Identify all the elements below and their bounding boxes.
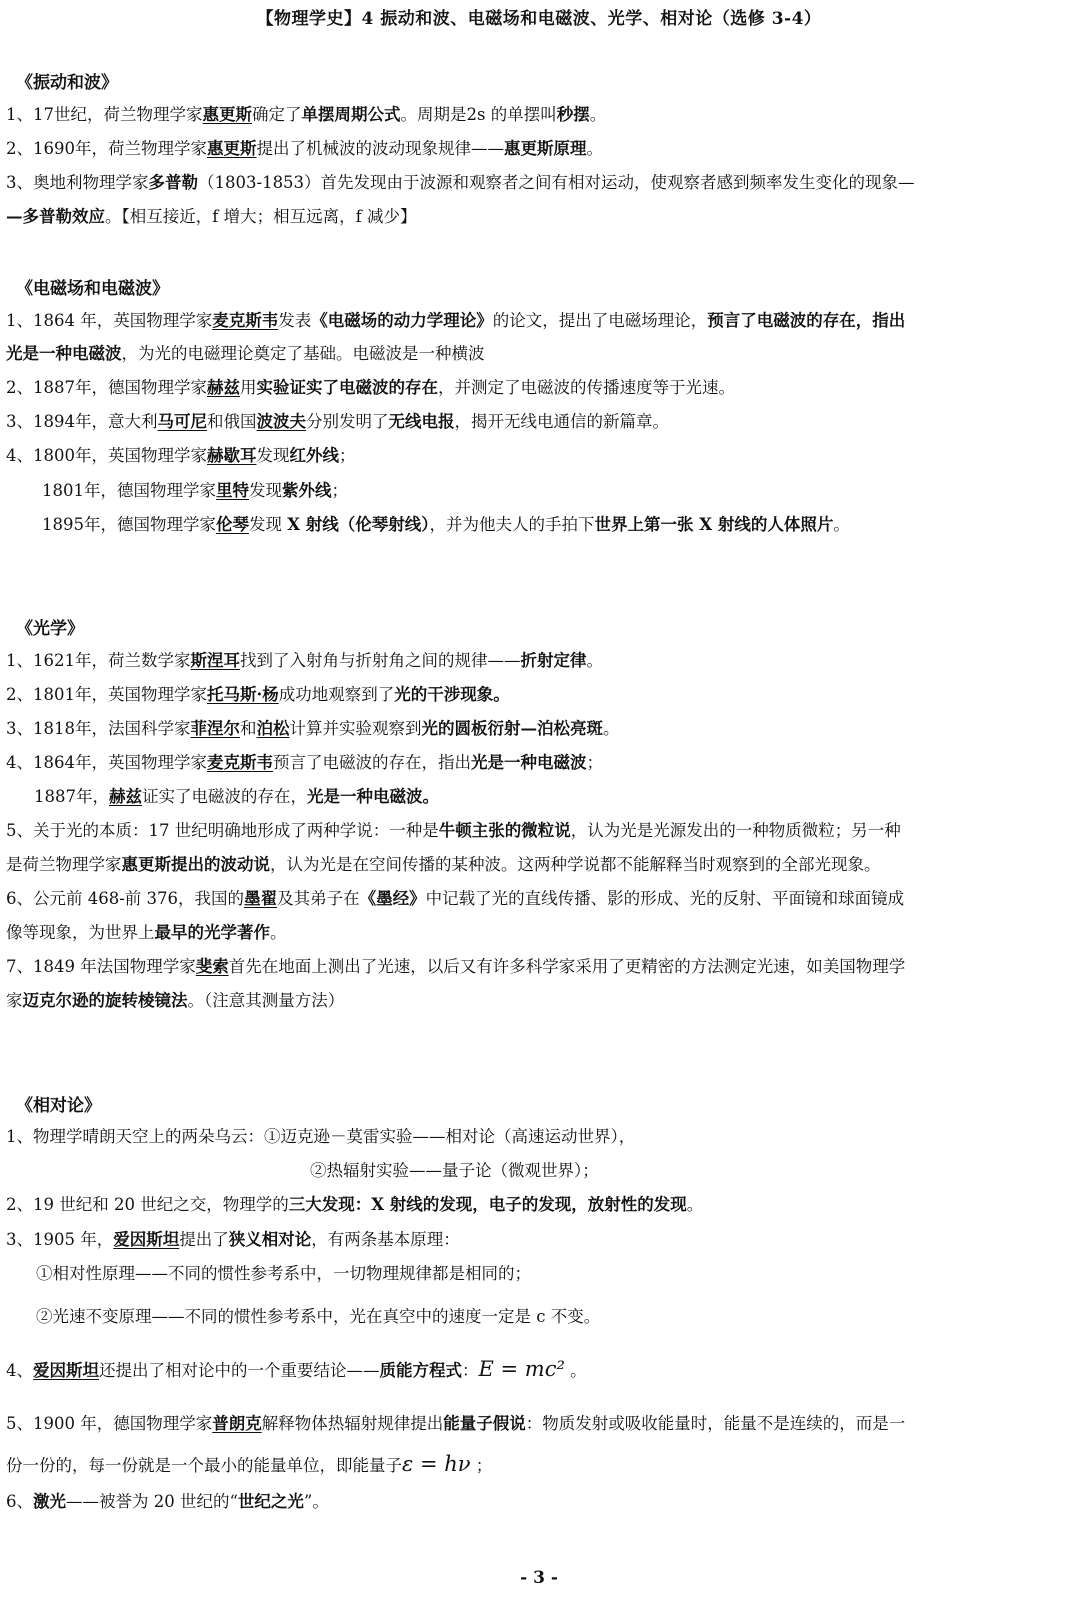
optics-item-1: 1、1621年，荷兰数学家斯涅耳找到了入射角与折射角之间的规律——折射定律。 — [6, 651, 603, 670]
optics-item-3: 3、1818年，法国科学家菲涅尔和泊松计算并实验观察到光的圆板衍射—泊松亮斑。 — [6, 719, 620, 738]
page-title: 【物理学史】4 振动和波、电磁场和电磁波、光学、相对论（选修 3-4） — [256, 9, 822, 29]
mass-energy-equation: E = mc² — [478, 1357, 565, 1381]
relativity-principle-2: ②光速不变原理——不同的惯性参考系中，光在真空中的速度一定是 c 不变。 — [36, 1307, 601, 1326]
optics-item-5: 5、关于光的本质：17 世纪明确地形成了两种学说：一种是牛顿主张的微粒说，认为光是光源发出的一种物质微粒；另一种 — [6, 821, 901, 840]
optics-item-6-cont: 像等现象，为世界上最早的光学著作。 — [6, 923, 287, 942]
energy-quantum-equation: ε = hν — [402, 1452, 471, 1476]
section-heading-relativity: 《相对论》 — [16, 1096, 101, 1116]
relativity-item-3: 3、1905 年，爱因斯坦提出了狭义相对论，有两条基本原理： — [6, 1230, 460, 1249]
em-item-4-xray: 1895年，德国物理学家伦琴发现 X 射线（伦琴射线），并为他夫人的手拍下世界上第一张 X 射线的人体照片。 — [42, 515, 850, 534]
relativity-item-5-cont: 份一份的，每一份就是一个最小的能量单位，即能量子ε = hν ； — [6, 1452, 493, 1476]
section-heading-vibration: 《振动和波》 — [16, 73, 118, 93]
section-heading-em: 《电磁场和电磁波》 — [16, 279, 169, 299]
optics-item-7-cont: 家迈克尔逊的旋转棱镜法。（注意其测量方法） — [6, 991, 345, 1010]
page-number: - 3 - — [520, 1568, 558, 1588]
relativity-item-5: 5、1900 年，德国物理学家普朗克解释物体热辐射规律提出能量子假说：物质发射或吸收能量时，能量不是连续的，而是一 — [6, 1414, 906, 1433]
vibration-item-2: 2、1690年，荷兰物理学家惠更斯提出了机械波的波动现象规律——惠更斯原理。 — [6, 139, 603, 158]
relativity-item-4: 4、爱因斯坦还提出了相对论中的一个重要结论——质能方程式：E = mc² 。 — [6, 1357, 587, 1381]
relativity-item-1-cont: ②热辐射实验——量子论（微观世界）； — [310, 1161, 599, 1180]
section-heading-optics: 《光学》 — [16, 619, 84, 639]
em-item-3: 3、1894年，意大利马可尼和俄国波波夫分别发明了无线电报，揭开无线电通信的新篇章。 — [6, 412, 669, 431]
optics-item-7: 7、1849 年法国物理学家斐索首先在地面上测出了光速，以后又有许多科学家采用了更精密的方法测定光速，如美国物理学 — [6, 957, 906, 976]
relativity-principle-1: ①相对性原理——不同的惯性参考系中，一切物理规律都是相同的； — [36, 1264, 531, 1283]
relativity-item-6: 6、激光——被誉为 20 世纪的“世纪之光”。 — [6, 1492, 329, 1511]
em-item-2: 2、1887年，德国物理学家赫兹用实验证实了电磁波的存在，并测定了电磁波的传播速度等于光速。 — [6, 378, 735, 397]
vibration-item-1: 1、17世纪，荷兰物理学家惠更斯确定了单摆周期公式。周期是2s 的单摆叫秒摆。 — [6, 105, 607, 124]
vibration-item-3: 3、奥地利物理学家多普勒（1803-1853）首先发现由于波源和观察者之间有相对运动，使观察者感到频率发生变化的现象— — [6, 173, 915, 192]
vibration-item-3-cont: —多普勒效应。【相互接近，f 增大；相互远离，f 减少】 — [6, 207, 417, 226]
em-item-1: 1、1864 年，英国物理学家麦克斯韦发表《电磁场的动力学理论》的论文，提出了电磁场理论，预言了电磁波的存在，指出 — [6, 311, 906, 330]
relativity-item-1: 1、物理学晴朗天空上的两朵乌云：①迈克逊－莫雷实验——相对论（高速运动世界）， — [6, 1127, 636, 1146]
em-item-4: 4、1800年，英国物理学家赫歇耳发现红外线； — [6, 446, 356, 465]
optics-item-6: 6、公元前 468-前 376，我国的墨翟及其弟子在《墨经》中记载了光的直线传播、影的形成、光的反射、平面镜和球面镜成 — [6, 889, 905, 908]
optics-item-4: 4、1864年，英国物理学家麦克斯韦预言了电磁波的存在，指出光是一种电磁波； — [6, 753, 603, 772]
em-item-4-uv: 1801年，德国物理学家里特发现紫外线； — [42, 481, 348, 500]
optics-item-5-cont: 是荷兰物理学家惠更斯提出的波动说，认为光是在空间传播的某种波。这两种学说都不能解释当时观察到的全部光现象。 — [6, 855, 881, 874]
optics-item-2: 2、1801年，英国物理学家托马斯·杨成功地观察到了光的干涉现象。 — [6, 685, 510, 704]
relativity-item-2: 2、19 世纪和 20 世纪之交，物理学的三大发现：X 射线的发现，电子的发现，放射性的发现。 — [6, 1195, 704, 1214]
optics-item-4-hertz: 1887年，赫兹证实了电磁波的存在，光是一种电磁波。 — [34, 787, 439, 806]
em-item-1-cont: 光是一种电磁波，为光的电磁理论奠定了基础。电磁波是一种横波 — [6, 344, 485, 363]
document-page — [6, 0, 1072, 1599]
